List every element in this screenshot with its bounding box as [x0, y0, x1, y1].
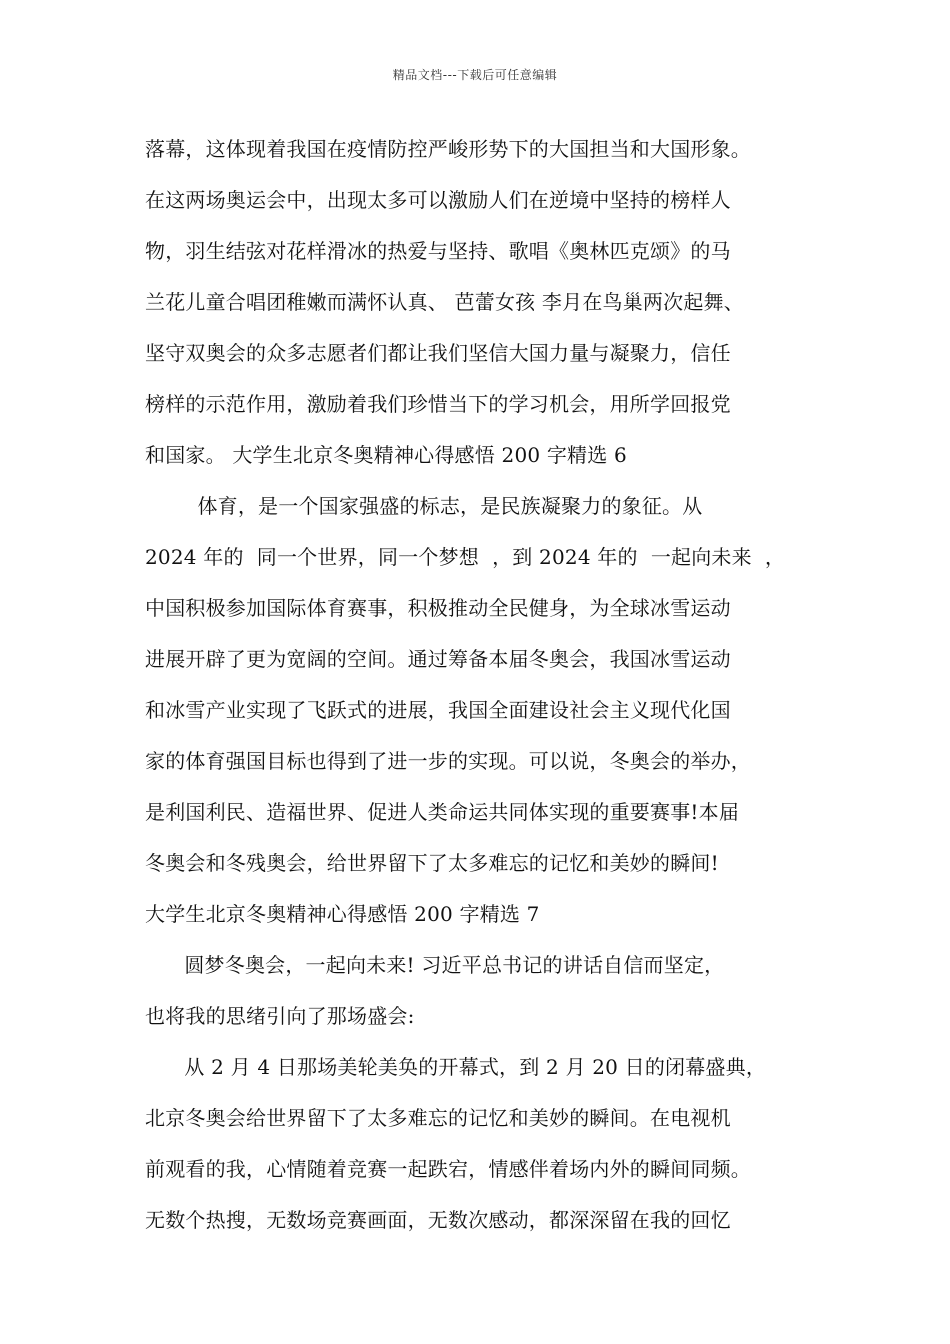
- text-line: 榜样的示范作用，激励着我们珍惜当下的学习机会，用所学回报党: [145, 392, 731, 416]
- text-line: 从 2 月 4 日那场美轮美奂的开幕式，到 2 月 20 日的闭幕盛典，: [145, 1055, 767, 1079]
- text-line: 北京冬奥会给世界留下了太多难忘的记忆和美妙的瞬间。在电视机: [145, 1106, 731, 1130]
- text-line: 兰花儿童合唱团稚嫩而满怀认真、 芭蕾女孩 李月在鸟巢两次起舞、: [145, 290, 744, 314]
- text-line: 家的体育强国目标也得到了进一步的实现。可以说，冬奥会的举办，: [145, 749, 751, 773]
- body-text: [145, 130, 835, 1252]
- section-heading-6: 和国家。 大学生北京冬奥精神心得感悟 200 字精选 6: [145, 443, 627, 467]
- section-heading-7: 大学生北京冬奥精神心得感悟 200 字精选 7: [145, 902, 540, 926]
- text-line: 在这两场奥运会中，出现太多可以激励人们在逆境中坚持的榜样人: [145, 188, 731, 212]
- text-line: 和冰雪产业实现了飞跃式的进展，我国全面建设社会主义现代化国: [145, 698, 731, 722]
- text-line: 是利国利民、造福世界、促进人类命运共同体实现的重要赛事!本届: [145, 800, 740, 824]
- text-line: 中国积极参加国际体育赛事，积极推动全民健身，为全球冰雪运动: [145, 596, 731, 620]
- text-line: 2024 年的 同一个世界，同一个梦想 ，到 2024 年的 一起向未来 ，: [145, 545, 786, 569]
- text-line: 无数个热搜，无数场竞赛画面，无数次感动，都深深留在我的回忆: [145, 1208, 731, 1232]
- text-line: 落幕，这体现着我国在疫情防控严峻形势下的大国担当和大国形象。: [145, 137, 751, 161]
- text-line: 物，羽生结弦对花样滑冰的热爱与坚持、歌唱《奥林匹克颂》的马: [145, 239, 731, 263]
- text-line: 也将我的思绪引向了那场盛会:: [145, 1004, 415, 1028]
- text-line: 体育，是一个国家强盛的标志，是民族凝聚力的象征。从: [145, 494, 703, 518]
- text-line: 坚守双奥会的众多志愿者们都让我们坚信大国力量与凝聚力，信任: [145, 341, 731, 365]
- page-header: 精品文档---下载后可任意编辑: [392, 68, 558, 82]
- text-line: 圆梦冬奥会，一起向未来! 习近平总书记的讲话自信而坚定，: [145, 953, 725, 977]
- text-line: 进展开辟了更为宽阔的空间。通过筹备本届冬奥会，我国冰雪运动: [145, 647, 731, 671]
- text-line: 前观看的我，心情随着竞赛一起跌宕，情感伴着场内外的瞬间同频。: [145, 1157, 751, 1181]
- text-line: 冬奥会和冬残奥会，给世界留下了太多难忘的记忆和美妙的瞬间!: [145, 851, 719, 875]
